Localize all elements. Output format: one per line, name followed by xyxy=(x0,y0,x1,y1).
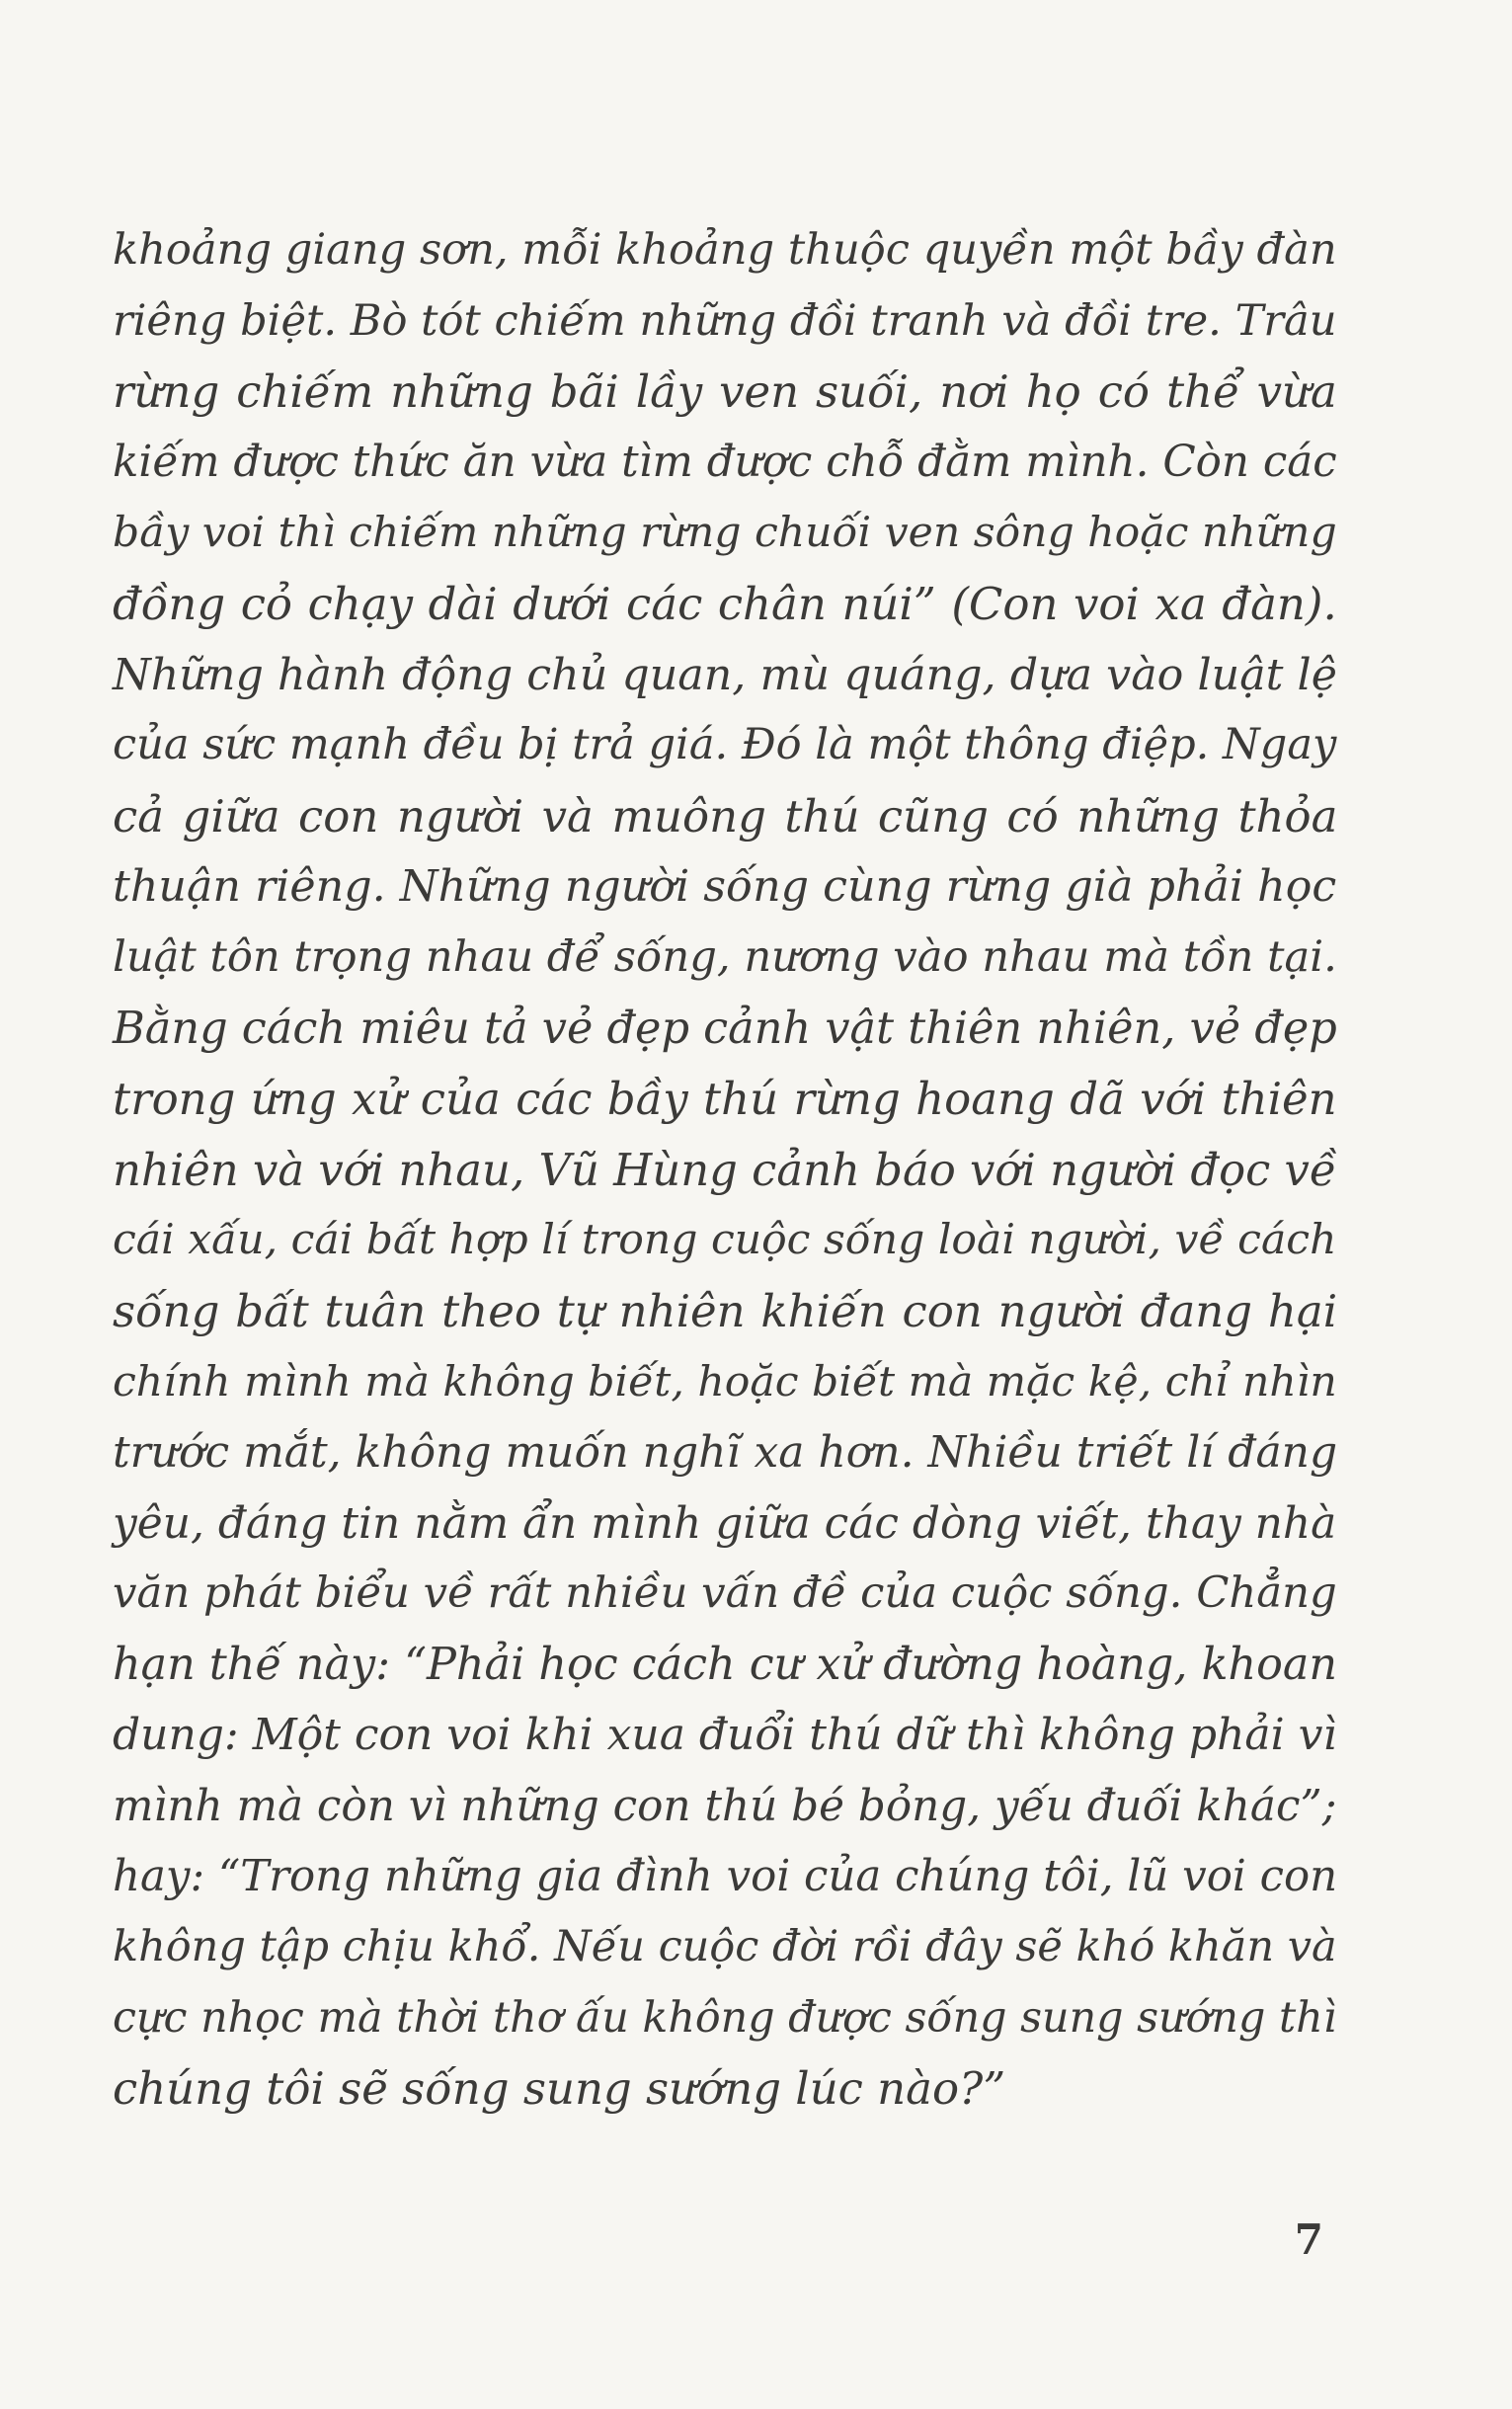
text-line: không tập chịu khổ. Nếu cuộc đời rồi đây sẽ khó khăn và xyxy=(113,1922,1337,1972)
text-line: bầy voi thì chiếm những rừng chuối ven sông hoặc những xyxy=(113,509,1337,558)
text-line: thuận riêng. Những người sống cùng rừng già phải học xyxy=(113,861,1337,913)
text-line: luật tôn trọng nhau để sống, nương vào nhau mà tồn tại. xyxy=(113,931,1337,982)
text-line: chúng tôi sẽ sống sung sướng lúc nào?” xyxy=(113,2062,1006,2116)
text-line: khoảng giang sơn, mỗi khoảng thuộc quyền một bầy đàn xyxy=(113,225,1337,275)
text-line: trước mắt, không muốn nghĩ xa hơn. Nhiều triết lí đáng xyxy=(113,1427,1338,1479)
text-line: hay: “Trong những gia đình voi của chúng tôi, lũ voi con xyxy=(113,1851,1338,1901)
text-line: dung: Một con voi khi xua đuổi thú dữ thì không phải vì xyxy=(113,1710,1337,1761)
text-line: sống bất tuân theo tự nhiên khiến con người đang hại xyxy=(113,1284,1338,1337)
text-line: mình mà còn vì những con thú bé bỏng, yếu đuối khác”; xyxy=(113,1781,1337,1832)
text-line: cái xấu, cái bất hợp lí trong cuộc sống loài người, về cách xyxy=(113,1216,1337,1265)
text-line: nhiên và với nhau, Vũ Hùng cảnh báo với người đọc về xyxy=(113,1143,1337,1196)
text-line: riêng biệt. Bò tót chiếm những đồi tranh và đồi tre. Trâu xyxy=(113,295,1337,346)
text-line: hạn thế này: “Phải học cách cư xử đường hoàng, khoan xyxy=(113,1639,1338,1690)
text-line: trong ứng xử của các bầy thú rừng hoang dã với thiên xyxy=(113,1073,1337,1126)
text-line: của sức mạnh đều bị trả giá. Đó là một thông điệp. Ngay xyxy=(113,720,1337,770)
text-line: Bằng cách miêu tả vẻ đẹp cảnh vật thiên nhiên, vẻ đẹp xyxy=(113,1002,1337,1054)
text-line: yêu, đáng tin nằm ẩn mình giữa các dòng viết, thay nhà xyxy=(113,1497,1337,1549)
text-line: cực nhọc mà thời thơ ấu không được sống sung sướng thì xyxy=(113,1992,1337,2043)
page-number: 7 xyxy=(1294,2215,1323,2264)
body-text xyxy=(113,215,1337,2125)
text-line: Những hành động chủ quan, mù quáng, dựa vào luật lệ xyxy=(113,649,1337,700)
text-line: kiếm được thức ăn vừa tìm được chỗ đằm mình. Còn các xyxy=(113,437,1337,487)
text-line: cả giữa con người và muông thú cũng có những thỏa xyxy=(113,789,1338,843)
text-line: đồng cỏ chạy dài dưới các chân núi” (Con voi xa đàn). xyxy=(113,577,1337,630)
text-line: văn phát biểu về rất nhiều vấn đề của cuộc sống. Chẳng xyxy=(113,1568,1337,1619)
text-line: rừng chiếm những bãi lầy ven suối, nơi họ có thể vừa xyxy=(113,365,1337,419)
text-line: chính mình mà không biết, hoặc biết mà mặc kệ, chỉ nhìn xyxy=(113,1357,1337,1406)
